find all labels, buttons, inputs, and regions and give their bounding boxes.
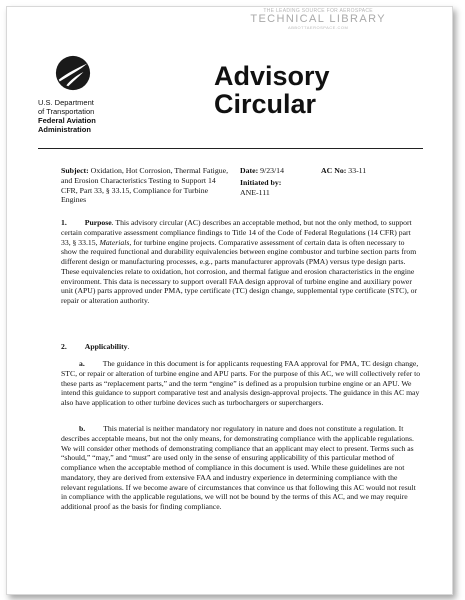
section-1-italic: Materials	[99, 237, 130, 247]
section-1-text-a: . This advisory circular (AC) describes an acceptable method, but not the only method, to support certain comparative assessment compliance findings to Title 14 of the Code of Federal Regulations (14 CFR) part 33, § 33.15,	[61, 218, 412, 247]
ac-label: AC No:	[321, 166, 347, 175]
initiated-label: Initiated by:	[240, 178, 282, 187]
section-1-heading: Purpose	[84, 218, 112, 227]
initiated-value: ANE-111	[240, 187, 270, 197]
paragraph-b-text: This material is neither mandatory nor regulatory in nature and does not constitute a regulation. It describes acceptable means, but not the only means, for demonstrating compliance with the applicable regulations. We will consider other methods of demonstrating compliance that an applicant may elect to present. Terms such as “should,” “may,” and “must” are used only in the sense of ensuring applicability of this particular method of compliance when the acceptable method of compliance in this document is used. While these guidelines are not mandatory, they are derived from extensive FAA and industry experience in determining compliance with the relevant regulations. If we become aware of circumstances that convince us that following this AC would not result in compliance with the applicable regulations, we will not be bound by the terms of this AC, and we may require additional proof as the basis for finding compliance.	[61, 424, 416, 511]
paragraph-b	[61, 424, 421, 512]
watermark-site: ABBOTTAEROSPACE.COM	[288, 25, 349, 30]
agency-line-1: U.S. Department	[38, 98, 94, 107]
initiated-by-field	[240, 178, 281, 198]
subject-label: Subject:	[61, 166, 89, 175]
watermark	[250, 8, 386, 30]
ac-number-field	[321, 166, 366, 176]
subject-block	[61, 166, 231, 205]
section-2-period: .	[127, 342, 130, 351]
agency-line-4: Administration	[38, 125, 91, 134]
title-line-1: Advisory	[214, 61, 330, 91]
paragraph-a	[61, 359, 421, 408]
agency-block	[38, 98, 96, 134]
ac-value: 33-11	[346, 166, 367, 175]
document-title	[214, 62, 330, 118]
title-line-2: Circular	[214, 89, 317, 119]
watermark-title: TECHNICAL LIBRARY	[250, 13, 386, 25]
section-1-number: 1.	[61, 218, 67, 227]
date-label: Date:	[240, 166, 259, 175]
paragraph-b-label: b.	[79, 424, 86, 433]
section-2-number: 2.	[61, 342, 67, 351]
agency-line-2: of Transportation	[38, 107, 95, 116]
date-value: 9/23/14	[258, 166, 284, 175]
subject-text: Oxidation, Hot Corrosion, Thermal Fatigue, and Erosion Characteristics Testing to Support 14 CFR, Part 33, § 33.15, Compliance for Turbine Engines	[61, 166, 229, 205]
paragraph-a-label: a.	[79, 359, 85, 368]
document-page	[6, 6, 453, 595]
dot-logo-icon	[54, 54, 92, 92]
section-applicability-heading	[61, 342, 421, 352]
paragraph-a-text: The guidance in this document is for applicants requesting FAA approval for PMA, TC design change, STC, or repair or alteration of turbine engine and APU parts. For the purpose of this AC, we will collectively refer to these parts as “replacement parts,” and the term “engine” is defined as a propulsion turbine engine or an APU. We intend this guidance to support comparative test and analysis design-approval projects. The guidance in this AC may also have application to other turbine devices such as turbochargers or superchargers.	[61, 359, 421, 407]
header-divider	[38, 148, 423, 149]
section-2-heading: Applicability	[84, 342, 128, 351]
section-purpose	[61, 218, 421, 306]
date-field	[240, 166, 284, 176]
agency-line-3: Federal Aviation	[38, 116, 96, 125]
watermark-tagline: THE LEADING SOURCE FOR AEROSPACE	[263, 8, 373, 14]
section-1-text-b: , for turbine engine projects. Comparative assessment of certain data is often necessary to show the required functional and durability equivalencies between engine combustor and turbine section parts from different design or manufacturing processes, e.g., parts manufacturer approvals (PMA) versus type design parts. These equivalencies relate to oxidation, hot corrosion, and thermal fatigue and erosion characteristics in the engine environment. This data is necessary to support overall FAA design approval of turbine engine and auxiliary power unit (APU) parts approved under PMA, type certificate (TC) design change, supplemental type certificate (STC), or repair or alteration authority.	[61, 237, 418, 305]
